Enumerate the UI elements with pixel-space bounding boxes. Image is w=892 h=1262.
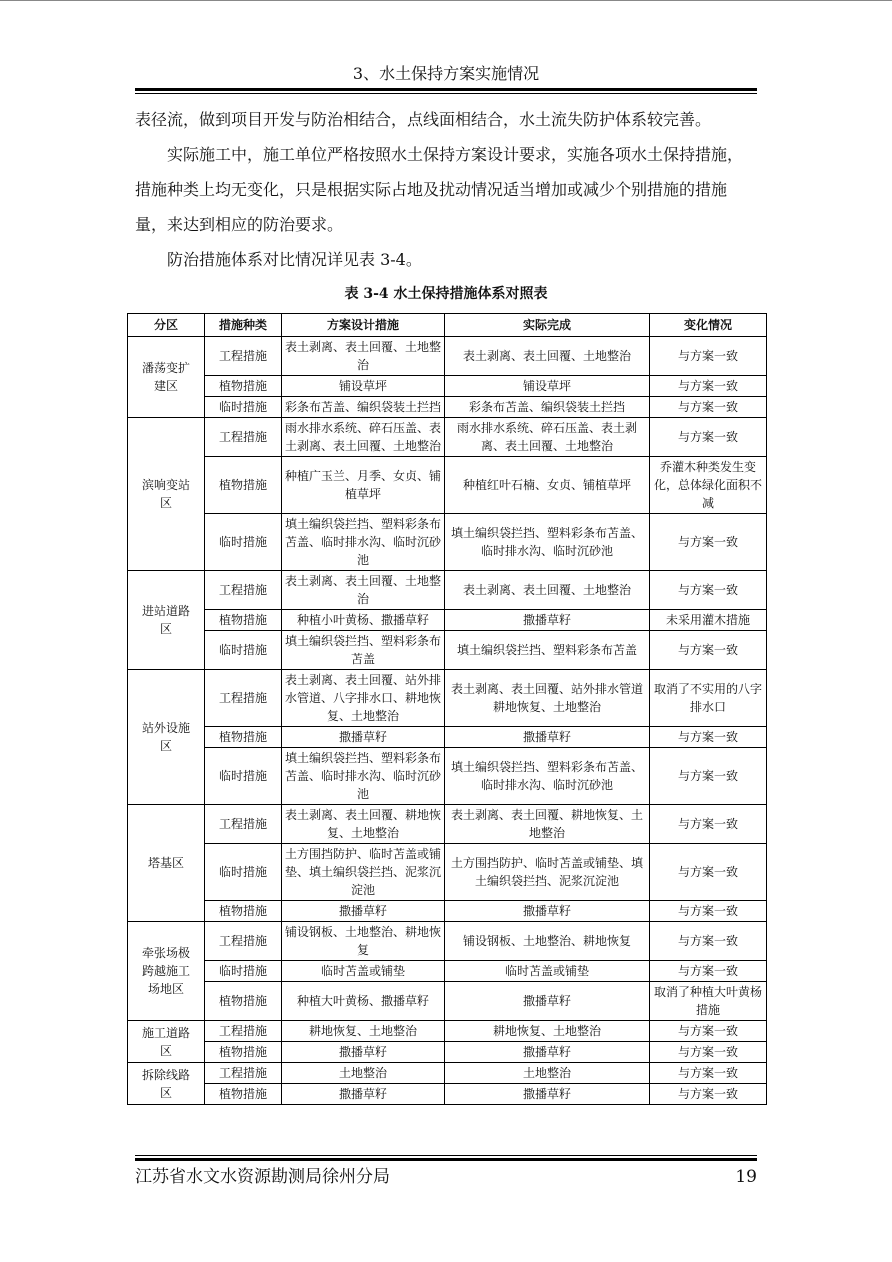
actual-measure-cell: 撒播草籽 <box>445 610 650 631</box>
measure-type-cell: 临时措施 <box>205 397 282 418</box>
table-row <box>128 1084 767 1105</box>
measure-type-cell: 临时措施 <box>205 748 282 805</box>
actual-measure-cell: 撒播草籽 <box>445 901 650 922</box>
measure-type-cell: 植物措施 <box>205 901 282 922</box>
measure-type-cell: 植物措施 <box>205 610 282 631</box>
design-measure-cell: 表土剥离、表土回覆、站外排水管道、八字排水口、耕地恢复、土地整治 <box>282 670 445 727</box>
table-row <box>128 670 767 727</box>
measure-type-cell: 工程措施 <box>205 418 282 457</box>
actual-measure-cell: 临时苫盖或铺垫 <box>445 961 650 982</box>
measures-comparison-table <box>127 313 767 1105</box>
change-status-cell: 与方案一致 <box>650 805 767 844</box>
header-actual-completed: 实际完成 <box>445 314 650 337</box>
measure-type-cell: 临时措施 <box>205 844 282 901</box>
table-row <box>128 418 767 457</box>
measure-type-cell: 工程措施 <box>205 1063 282 1084</box>
table-body <box>128 337 767 1105</box>
measure-type-cell: 植物措施 <box>205 1084 282 1105</box>
table-row <box>128 514 767 571</box>
design-measure-cell: 土地整治 <box>282 1063 445 1084</box>
change-status-cell: 与方案一致 <box>650 631 767 670</box>
zone-cell: 拆除线路区 <box>128 1063 205 1105</box>
table-row <box>128 844 767 901</box>
actual-measure-cell: 土方围挡防护、临时苫盖或铺垫、填土编织袋拦挡、泥浆沉淀池 <box>445 844 650 901</box>
measure-type-cell: 工程措施 <box>205 805 282 844</box>
change-status-cell: 与方案一致 <box>650 397 767 418</box>
measure-type-cell: 临时措施 <box>205 514 282 571</box>
table-caption: 表 3-4 水土保持措施体系对照表 <box>344 286 548 302</box>
table-row <box>128 805 767 844</box>
actual-measure-cell: 铺设钢板、土地整治、耕地恢复 <box>445 922 650 961</box>
actual-measure-cell: 表土剥离、表土回覆、土地整治 <box>445 337 650 376</box>
measure-type-cell: 工程措施 <box>205 337 282 376</box>
change-status-cell: 与方案一致 <box>650 901 767 922</box>
table-header-row <box>128 314 767 337</box>
change-status-cell: 取消了种植大叶黄杨措施 <box>650 982 767 1021</box>
actual-measure-cell: 种植红叶石楠、女贞、铺植草坪 <box>445 457 650 514</box>
measure-type-cell: 植物措施 <box>205 1042 282 1063</box>
measure-type-cell: 植物措施 <box>205 727 282 748</box>
actual-measure-cell: 耕地恢复、土地整治 <box>445 1021 650 1042</box>
design-measure-cell: 填土编织袋拦挡、塑料彩条布苫盖、临时排水沟、临时沉砂池 <box>282 514 445 571</box>
actual-measure-cell: 铺设草坪 <box>445 376 650 397</box>
actual-measure-cell: 撒播草籽 <box>445 982 650 1021</box>
measure-type-cell: 临时措施 <box>205 961 282 982</box>
paragraph-implementation: 实际施工中，施工单位严格按照水土保持方案设计要求，实施各项水土保持措施，措施种类上均无变化，只是根据实际占地及扰动情况适当增加或减少个别措施的措施量，来达到相应的防治要求。 <box>135 145 744 234</box>
table-row <box>128 901 767 922</box>
design-measure-cell: 撒播草籽 <box>282 901 445 922</box>
change-status-cell: 与方案一致 <box>650 376 767 397</box>
table-row <box>128 727 767 748</box>
zone-cell: 站外设施区 <box>128 670 205 805</box>
design-measure-cell: 铺设草坪 <box>282 376 445 397</box>
design-measure-cell: 彩条布苫盖、编织袋装土拦挡 <box>282 397 445 418</box>
header-design-measures: 方案设计措施 <box>282 314 445 337</box>
change-status-cell: 与方案一致 <box>650 514 767 571</box>
actual-measure-cell: 表土剥离、表土回覆、站外排水管道耕地恢复、土地整治 <box>445 670 650 727</box>
design-measure-cell: 表土剥离、表土回覆、耕地恢复、土地整治 <box>282 805 445 844</box>
design-measure-cell: 撒播草籽 <box>282 1084 445 1105</box>
change-status-cell: 与方案一致 <box>650 922 767 961</box>
zone-cell: 塔基区 <box>128 805 205 922</box>
actual-measure-cell: 填土编织袋拦挡、塑料彩条布苫盖、临时排水沟、临时沉砂池 <box>445 514 650 571</box>
header-measure-type: 措施种类 <box>205 314 282 337</box>
zone-cell: 牵张场极跨越施工场地区 <box>128 922 205 1021</box>
actual-measure-cell: 表土剥离、表土回覆、耕地恢复、土地整治 <box>445 805 650 844</box>
page-number: 19 <box>735 1167 757 1187</box>
footer-rule <box>135 1155 757 1161</box>
change-status-cell: 与方案一致 <box>650 748 767 805</box>
design-measure-cell: 种植小叶黄杨、撒播草籽 <box>282 610 445 631</box>
change-status-cell: 与方案一致 <box>650 1084 767 1105</box>
actual-measure-cell: 撒播草籽 <box>445 1042 650 1063</box>
measure-type-cell: 植物措施 <box>205 457 282 514</box>
actual-measure-cell: 雨水排水系统、碎石压盖、表土剥离、表土回覆、土地整治 <box>445 418 650 457</box>
table-row <box>128 748 767 805</box>
table-row <box>128 1063 767 1084</box>
table-row <box>128 1042 767 1063</box>
header-rule <box>135 88 757 94</box>
zone-cell: 施工道路区 <box>128 1021 205 1063</box>
header-zone: 分区 <box>128 314 205 337</box>
change-status-cell: 与方案一致 <box>650 571 767 610</box>
zone-cell: 潘荡变扩建区 <box>128 337 205 418</box>
design-measure-cell: 撒播草籽 <box>282 727 445 748</box>
measure-type-cell: 临时措施 <box>205 631 282 670</box>
chapter-header: 3、水土保持方案实施情况 <box>352 64 540 83</box>
design-measure-cell: 铺设钢板、土地整治、耕地恢复 <box>282 922 445 961</box>
design-measure-cell: 临时苫盖或铺垫 <box>282 961 445 982</box>
measure-type-cell: 工程措施 <box>205 1021 282 1042</box>
zone-cell: 进站道路区 <box>128 571 205 670</box>
header-change-status: 变化情况 <box>650 314 767 337</box>
design-measure-cell: 填土编织袋拦挡、塑料彩条布苫盖、临时排水沟、临时沉砂池 <box>282 748 445 805</box>
change-status-cell: 乔灌木种类发生变化，总体绿化面积不减 <box>650 457 767 514</box>
footer-organization: 江苏省水文水资源勘测局徐州分局 <box>135 1167 390 1187</box>
measure-type-cell: 工程措施 <box>205 571 282 610</box>
change-status-cell: 与方案一致 <box>650 1021 767 1042</box>
paragraph-continuation: 表径流，做到项目开发与防治相结合，点线面相结合，水土流失防护体系较完善。 <box>135 110 712 129</box>
table-row <box>128 397 767 418</box>
change-status-cell: 未采用灌木措施 <box>650 610 767 631</box>
design-measure-cell: 耕地恢复、土地整治 <box>282 1021 445 1042</box>
table-row <box>128 457 767 514</box>
table-row <box>128 610 767 631</box>
change-status-cell: 与方案一致 <box>650 1042 767 1063</box>
measure-type-cell: 植物措施 <box>205 982 282 1021</box>
measure-type-cell: 植物措施 <box>205 376 282 397</box>
table-row <box>128 571 767 610</box>
design-measure-cell: 填土编织袋拦挡、塑料彩条布苫盖 <box>282 631 445 670</box>
zone-cell: 滨响变站区 <box>128 418 205 571</box>
design-measure-cell: 种植大叶黄杨、撒播草籽 <box>282 982 445 1021</box>
actual-measure-cell: 填土编织袋拦挡、塑料彩条布苫盖 <box>445 631 650 670</box>
change-status-cell: 与方案一致 <box>650 418 767 457</box>
design-measure-cell: 表土剥离、表土回覆、土地整治 <box>282 337 445 376</box>
actual-measure-cell: 表土剥离、表土回覆、土地整治 <box>445 571 650 610</box>
change-status-cell: 与方案一致 <box>650 844 767 901</box>
table-row <box>128 1021 767 1042</box>
change-status-cell: 取消了不实用的八字排水口 <box>650 670 767 727</box>
actual-measure-cell: 土地整治 <box>445 1063 650 1084</box>
design-measure-cell: 撒播草籽 <box>282 1042 445 1063</box>
actual-measure-cell: 撒播草籽 <box>445 727 650 748</box>
change-status-cell: 与方案一致 <box>650 961 767 982</box>
design-measure-cell: 雨水排水系统、碎石压盖、表土剥离、表土回覆、土地整治 <box>282 418 445 457</box>
change-status-cell: 与方案一致 <box>650 1063 767 1084</box>
page-top-rule <box>0 0 892 1</box>
design-measure-cell: 表土剥离、表土回覆、土地整治 <box>282 571 445 610</box>
measure-type-cell: 工程措施 <box>205 670 282 727</box>
table-row <box>128 922 767 961</box>
table-row <box>128 961 767 982</box>
design-measure-cell: 土方围挡防护、临时苫盖或铺垫、填土编织袋拦挡、泥浆沉淀池 <box>282 844 445 901</box>
paragraph-table-reference: 防治措施体系对比情况详见表 3-4。 <box>167 250 422 269</box>
design-measure-cell: 种植广玉兰、月季、女贞、铺植草坪 <box>282 457 445 514</box>
table-row <box>128 982 767 1021</box>
measure-type-cell: 工程措施 <box>205 922 282 961</box>
table-row <box>128 337 767 376</box>
change-status-cell: 与方案一致 <box>650 727 767 748</box>
table-row <box>128 376 767 397</box>
actual-measure-cell: 撒播草籽 <box>445 1084 650 1105</box>
change-status-cell: 与方案一致 <box>650 337 767 376</box>
actual-measure-cell: 彩条布苫盖、编织袋装土拦挡 <box>445 397 650 418</box>
body-text <box>135 102 757 277</box>
table-row <box>128 631 767 670</box>
actual-measure-cell: 填土编织袋拦挡、塑料彩条布苫盖、临时排水沟、临时沉砂池 <box>445 748 650 805</box>
